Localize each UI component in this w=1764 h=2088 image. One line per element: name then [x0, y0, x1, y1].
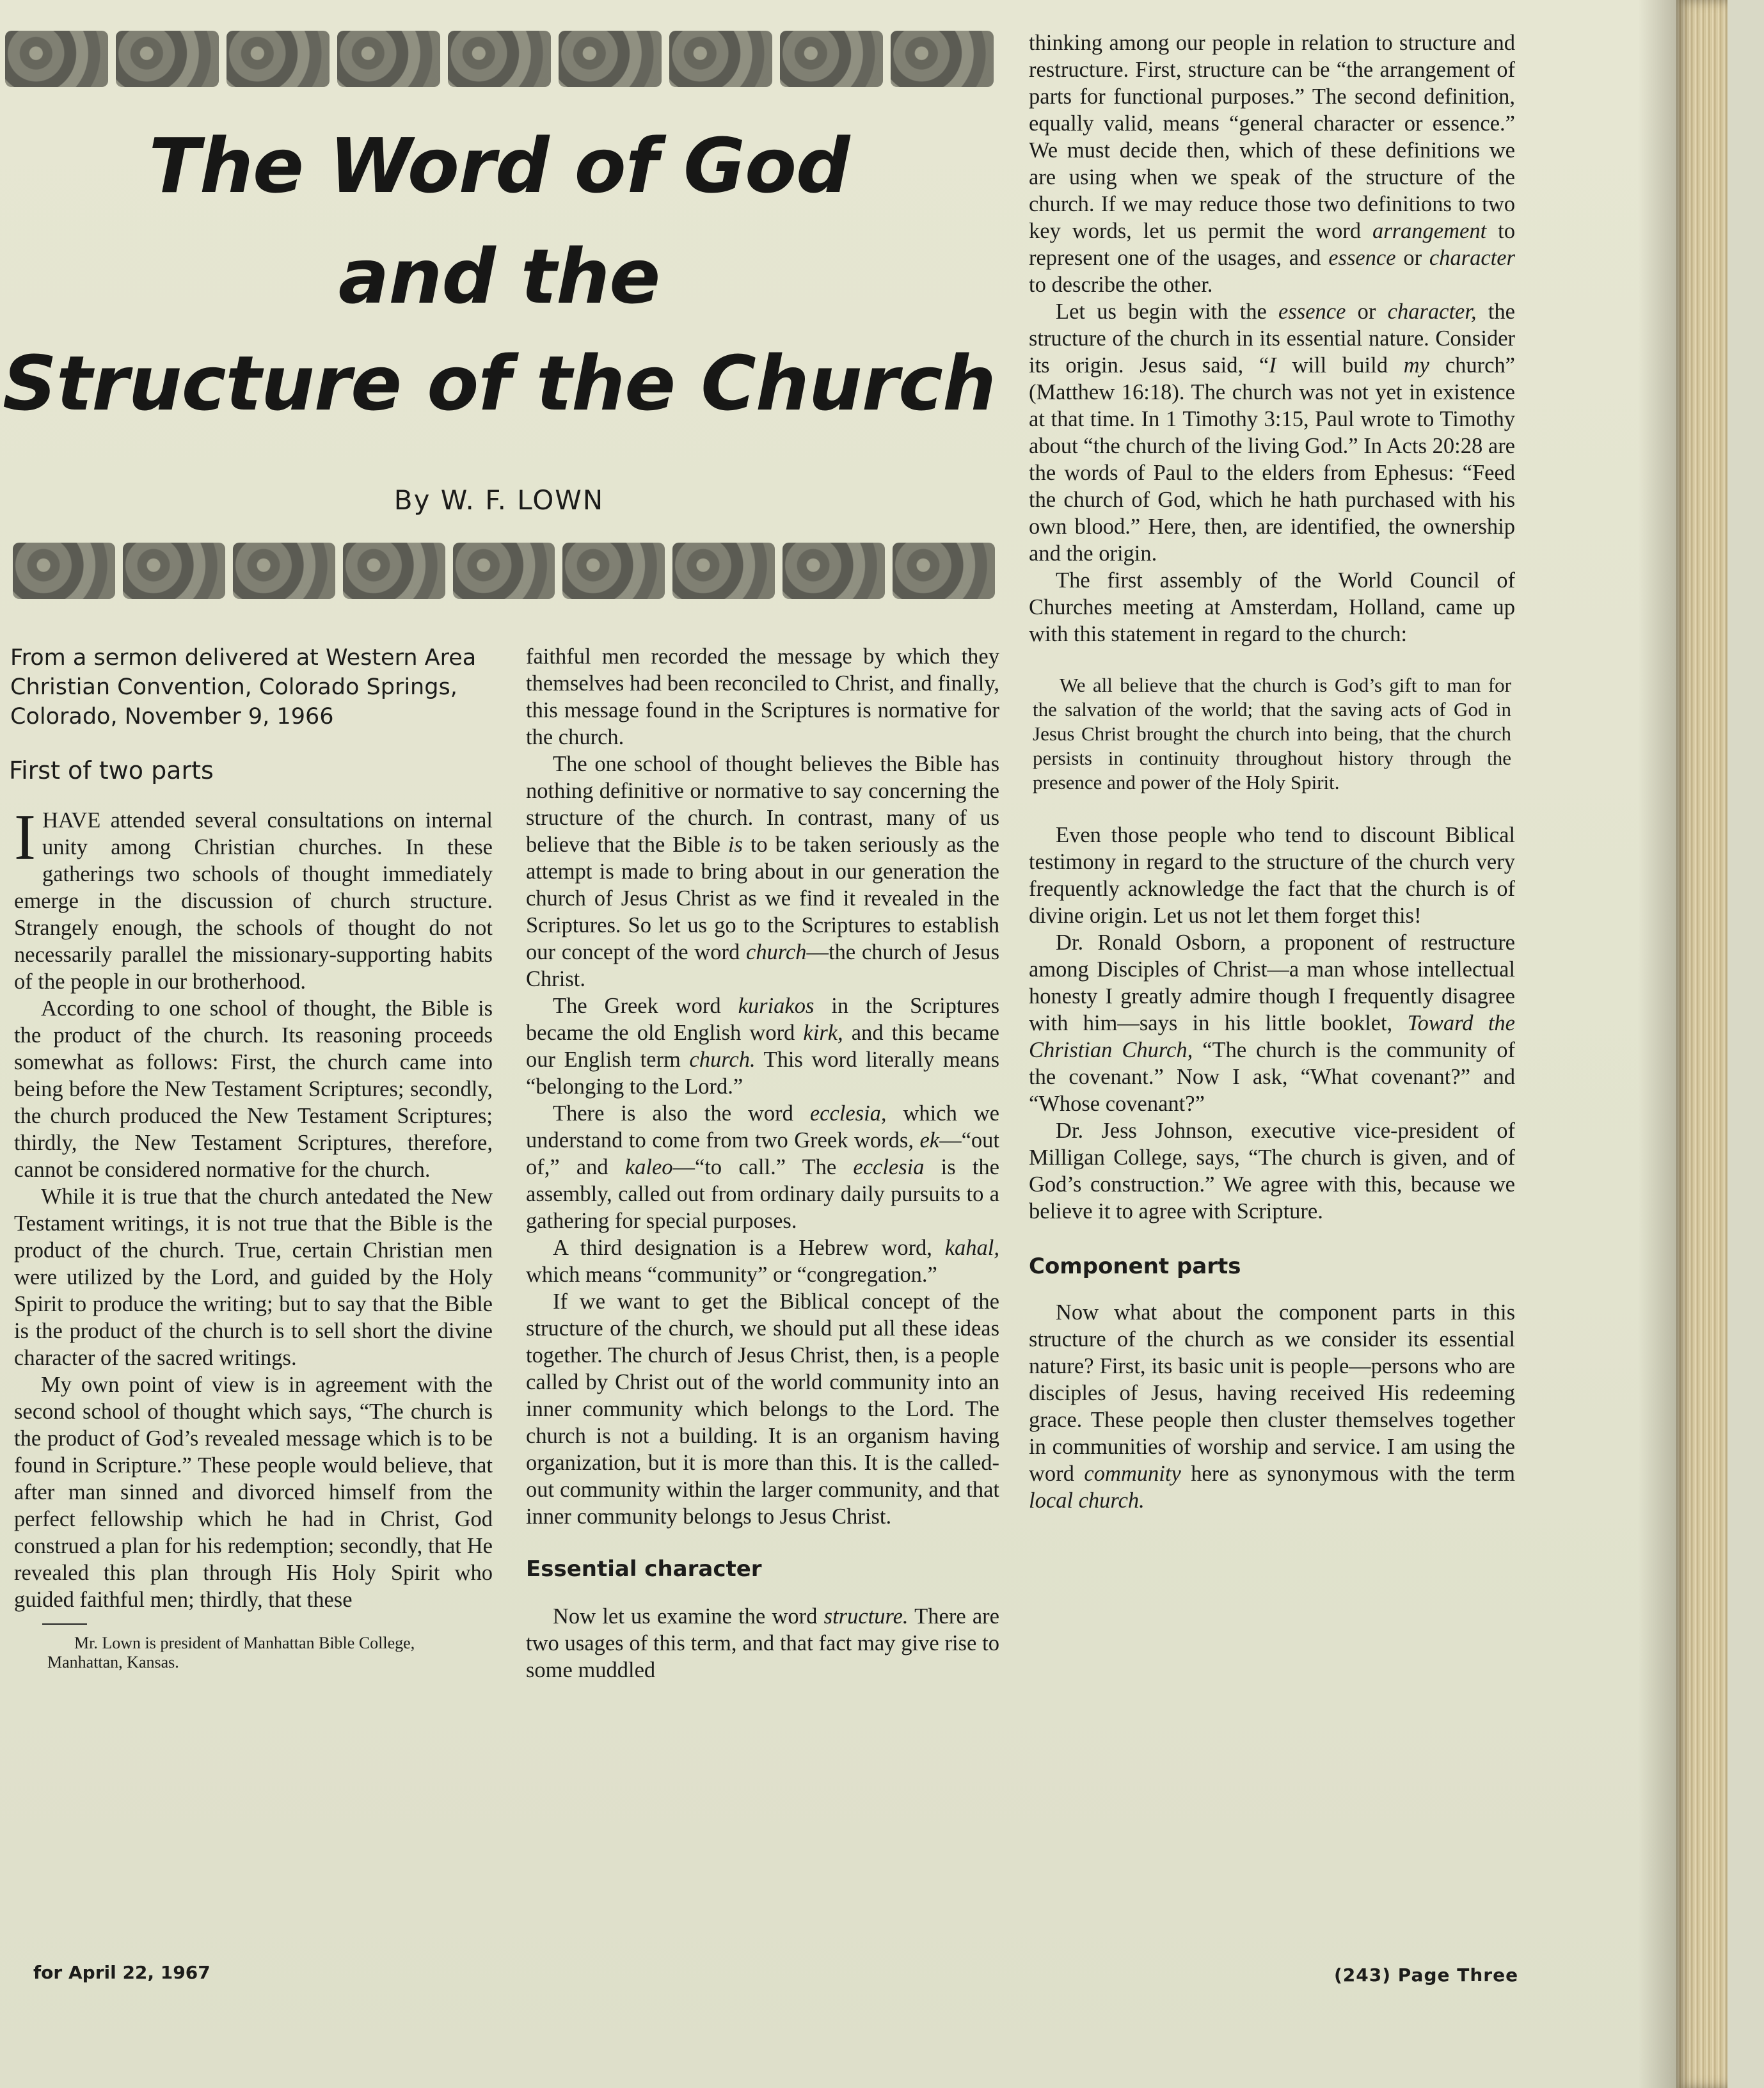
- col2-paragraph-1: faithful men recorded the message by which they themselves had been reconciled to Christ, and finally, this message found in the Scriptures is normative for the church.: [526, 644, 999, 749]
- book-page-edges: [1676, 0, 1728, 2088]
- title-line-2: and the: [338, 232, 660, 321]
- footer-date: for April 22, 1967: [33, 1962, 211, 1983]
- col2-paragraph-7: Now let us examine the word structure. There are two usages of this term, and that fact may give rise to some muddled: [526, 1604, 999, 1682]
- author-footnote: Mr. Lown is president of Manhattan Bible College, Manhattan, Kansas.: [47, 1634, 415, 1671]
- source-note: From a sermon delivered at Western Area Christian Convention, Colorado Springs, Colorado, November 9, 1966: [10, 645, 477, 729]
- title-line-3: Structure of the Church: [2, 339, 996, 427]
- column-1: [9, 643, 493, 1672]
- col3-paragraph-1: thinking among our people in relation to structure and restructure. First, structure can be “the arrangement of parts for functional purposes.” The second definition, equally valid, means “general character or essence.” We must decide then, which of these definitions we are using when we speak of the structure of the church. If we may reduce those two definitions to two key words, let us permit the word arrangement to represent one of the usages, and essence or character to describe the other.: [1029, 31, 1515, 297]
- col2-paragraph-3: The Greek word kuriakos in the Scriptures became the old English word kirk, and this became our English term church. This word literally means “belonging to the Lord.”: [526, 994, 999, 1099]
- column-3: [1029, 29, 1515, 1514]
- col2-paragraph-5: A third designation is a Hebrew word, kahal, which means “community” or “congregation.”: [526, 1236, 999, 1287]
- heading-essential-character: Essential character: [526, 1556, 762, 1582]
- column-2: [526, 643, 999, 1684]
- col3-paragraph-4: Even those people who tend to discount Biblical testimony in regard to the structure of the church very frequently acknowledge the fact that the church is of divine origin. Let us not let them forget this!: [1029, 823, 1515, 928]
- block-quote: We all believe that the church is God’s gift to man for the salvation of the world; that the saving acts of God in Jesus Christ brought the church into being, that the church persists in continuity throughout history through the presence and power of the Holy Spirit.: [1033, 674, 1511, 793]
- col3-paragraph-6: Dr. Jess Johnson, executive vice-president of Milligan College, says, “The church is given, and of God’s construction.” We agree with this, because we believe it to agree with Scripture.: [1029, 1119, 1515, 1223]
- col2-paragraph-2: The one school of thought believes the Bible has nothing definitive or normative to say concerning the structure of the church. In contrast, many of us believe that the Bible is to be taken seriously as the attempt is made to bring about in our generation the church of Jesus Christ as we find it revealed in the Scriptures. So let us go to the Scriptures to establish our concept of the word church—the church of Jesus Christ.: [526, 752, 999, 991]
- footer-page-number: (243) Page Three: [1334, 1964, 1519, 1986]
- col3-paragraph-5: Dr. Ronald Osborn, a proponent of restructure among Disciples of Christ—a man whose intellectual honesty I greatly admire though I frequently disagree with him—says in his little booklet, Toward the Christian Church, “The church is the community of the covenant.” Now I ask, “What covenant?” and “Whose covenant?”: [1029, 930, 1515, 1116]
- col3-paragraph-7: Now what about the component parts in this structure of the church as we consider its essential nature? First, its basic unit is people—persons who are disciples of Jesus, having received His redeeming grace. These people then cluster themselves together in communities of worship and service. I am using the word community here as synonymous with the term local church.: [1029, 1300, 1516, 1513]
- col3-paragraph-3: The first assembly of the World Council of Churches meeting at Amsterdam, Holland, came up with this statement in regard to the church:: [1029, 568, 1515, 646]
- col3-paragraph-2: Let us begin with the essence or character, the structure of the church in its essential nature. Consider its origin. Jesus said, “I will build my church” (Matthew 16:18). The church was not yet in existence at that time. In 1 Timothy 3:15, Paul wrote to Timothy about “the church of the living God.” In Acts 20:28 are the words of Paul to the elders from Ephesus: “Feed the church of God, which he hath purchased with his own blood.” Here, then, are identified, the ownership and the origin.: [1029, 299, 1515, 566]
- col1-paragraph-4: My own point of view is in agreement with the second school of thought which says, “The church is the product of God’s revealed message which is to be found in Scripture.” These people would believe, that after man sinned and divorced himself from the perfect fellowship which he had in Christ, God construed a plan for his redemption; secondly, that He revealed this plan through His Holy Spirit who guided faithful men; thirdly, that these: [14, 1373, 493, 1612]
- col1-paragraph-3: While it is true that the church antedated the New Testament writings, it is not true that the Bible is the product of the church. True, certain Christian men were utilized by the Lord, and guided by the Holy Spirit to produce the writing; but to say that the Bible is the product of the church is to sell short the divine character of the sacred writings.: [14, 1184, 493, 1370]
- footnote-rule: [42, 1623, 87, 1625]
- col2-paragraph-6: If we want to get the Biblical concept of the structure of the church, we should put all these ideas together. The church of Jesus Christ, then, is a people called by Christ out of the world community into an inner community which belongs to the Lord. The church is not a building. It is an organism having organization, but it is more than this. It is the called-out community within the larger community, and that inner community belongs to Jesus Christ.: [526, 1289, 999, 1529]
- col2-paragraph-4: There is also the word ecclesia, which we understand to come from two Greek words, ek—“out of,” and kaleo—“to call.” The ecclesia is the assembly, called out from ordinary daily pursuits to a gathering for special purposes.: [526, 1101, 1000, 1233]
- bottom-ornament-banner: [13, 543, 995, 599]
- col1-paragraph-2: According to one school of thought, the Bible is the product of the church. Its reasoning proceeds somewhat as follows: First, the church came into being before the New Testament Scriptures; secondly, the church produced the New Testament Scriptures; thirdly, the New Testament Scriptures, therefore, cannot be considered normative for the church.: [14, 996, 493, 1182]
- binding-shadow: [1638, 0, 1676, 2088]
- heading-component-parts: Component parts: [1029, 1254, 1241, 1279]
- byline: By W. F. LOWN: [393, 484, 605, 516]
- col1-paragraph-1: IHAVE attended several consultations on internal unity among Christian churches. In these gatherings two schools of thought immediately emerge in the discussion of church structure. Strangely enough, the schools of thought do not necessarily parallel the missionary-supporting habits of the people in our brotherhood.: [14, 801, 493, 994]
- drop-cap: I: [14, 801, 36, 873]
- title-line-1: The Word of God: [148, 122, 850, 210]
- top-ornament-banner: [5, 31, 994, 87]
- part-note: First of two parts: [9, 756, 214, 785]
